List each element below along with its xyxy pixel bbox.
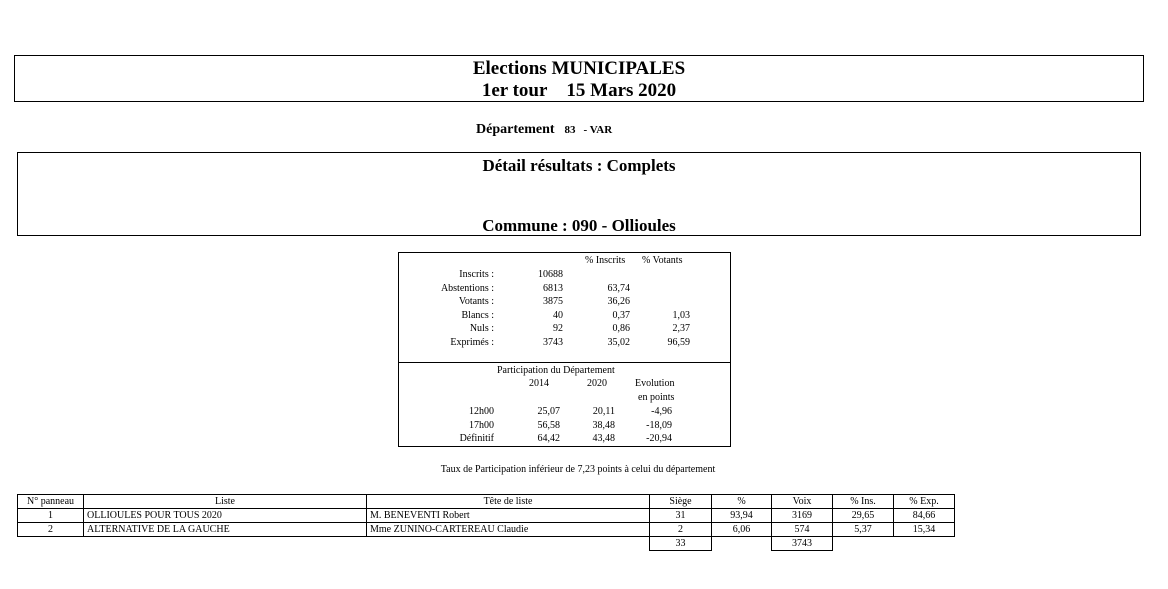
- cell-voix: 574: [772, 523, 833, 537]
- col-en-points: en points: [638, 392, 675, 403]
- participation-evolution: -4,96: [651, 406, 672, 417]
- cell-tete: M. BENEVENTI Robert: [367, 509, 650, 523]
- col-2014: 2014: [529, 378, 549, 389]
- departement-line: [476, 120, 612, 138]
- col-pct-inscrits: % Inscrits: [585, 255, 626, 266]
- commune-title: Commune : 090 - Ollioules: [482, 216, 676, 235]
- participation-2020: 43,48: [592, 433, 615, 445]
- col-2020: 2020: [587, 378, 607, 389]
- col-pct-votants: % Votants: [642, 255, 683, 266]
- cell-pct-ins: 5,37: [833, 523, 894, 537]
- election-title: Elections MUNICIPALES: [472, 58, 686, 79]
- table-row: [18, 509, 955, 523]
- header-liste: Liste: [84, 495, 367, 509]
- detail-box: [17, 152, 1141, 236]
- stats-pct-inscrits: 63,74: [607, 282, 630, 294]
- participation-label: 12h00: [469, 406, 494, 417]
- participation-label: Définitif: [459, 433, 494, 445]
- stats-pct-votants: 1,03: [672, 309, 690, 321]
- stats-label: Inscrits :: [459, 269, 494, 280]
- stats-label: Nuls :: [469, 323, 494, 335]
- tour-label: 1er tour: [481, 80, 548, 101]
- stats-pct-votants: 2,37: [672, 323, 690, 335]
- cell-pct-exp: 84,66: [894, 509, 955, 523]
- header-pct-exp: % Exp.: [894, 495, 955, 509]
- header-siege: Siège: [650, 495, 712, 509]
- cell-siege: 31: [650, 509, 712, 523]
- departement-label: Département: [476, 122, 555, 137]
- totals-row: [18, 537, 955, 551]
- header-pct: %: [712, 495, 772, 509]
- header-pct-ins: % Ins.: [833, 495, 894, 509]
- departement-name: - VAR: [583, 124, 613, 136]
- stats-value: 6813: [543, 282, 563, 294]
- departement-code: 83: [564, 124, 576, 136]
- participation-evolution: -20,94: [646, 433, 672, 445]
- header-tete: Tête de liste: [367, 495, 650, 509]
- participation-label: 17h00: [469, 419, 494, 431]
- stats-value: 10688: [538, 269, 563, 280]
- cell-voix: 3169: [772, 509, 833, 523]
- cell-panneau: 2: [18, 523, 84, 537]
- stats-label: Abstentions :: [440, 282, 494, 294]
- participation-2014: 64,42: [537, 433, 560, 445]
- stats-value: 40: [553, 309, 563, 321]
- cell-siege: 2: [650, 523, 712, 537]
- stats-pct-inscrits: 36,26: [607, 296, 630, 308]
- stats-value: 92: [553, 323, 563, 335]
- cell-liste: ALTERNATIVE DE LA GAUCHE: [84, 523, 367, 537]
- stats-value: 3875: [543, 296, 563, 308]
- participation-2020: 38,48: [592, 419, 615, 431]
- results-table: [17, 494, 955, 551]
- stats-label: Exprimés :: [450, 337, 494, 348]
- stats-value: 3743: [543, 337, 563, 348]
- header-box: [14, 55, 1144, 102]
- stats-pct-inscrits: 0,86: [612, 323, 630, 335]
- total-siege: 33: [650, 537, 712, 551]
- detail-title: Détail résultats : Complets: [482, 156, 676, 175]
- cell-pct: 93,94: [712, 509, 772, 523]
- stats-pct-inscrits: 0,37: [612, 309, 630, 321]
- stats-box: [398, 252, 731, 447]
- participation-2020: 20,11: [592, 406, 615, 417]
- table-row: [18, 523, 955, 537]
- stats-divider: [399, 362, 730, 363]
- election-subtitle: [15, 80, 1143, 102]
- stats-label: Blancs :: [461, 309, 494, 321]
- cell-pct-ins: 29,65: [833, 509, 894, 523]
- cell-pct: 6,06: [712, 523, 772, 537]
- header-panneau: N° panneau: [18, 495, 84, 509]
- stats-pct-votants: 96,59: [667, 337, 690, 348]
- stats-pct-inscrits: 35,02: [607, 337, 630, 348]
- participation-evolution: -18,09: [646, 419, 672, 431]
- participation-note: Taux de Participation inférieur de 7,23 points à celui du département: [440, 464, 716, 475]
- cell-panneau: 1: [18, 509, 84, 523]
- results-header-row: [18, 495, 955, 509]
- election-date: 15 Mars 2020: [566, 80, 677, 101]
- total-voix: 3743: [772, 537, 833, 551]
- cell-tete: Mme ZUNINO-CARTEREAU Claudie: [367, 523, 650, 537]
- participation-2014: 25,07: [537, 406, 560, 417]
- participation-title: Participation du Département: [497, 365, 615, 376]
- col-evolution: Evolution: [635, 378, 675, 389]
- cell-pct-exp: 15,34: [894, 523, 955, 537]
- stats-label: Votants :: [458, 296, 494, 308]
- cell-liste: OLLIOULES POUR TOUS 2020: [84, 509, 367, 523]
- header-voix: Voix: [772, 495, 833, 509]
- participation-2014: 56,58: [537, 419, 560, 431]
